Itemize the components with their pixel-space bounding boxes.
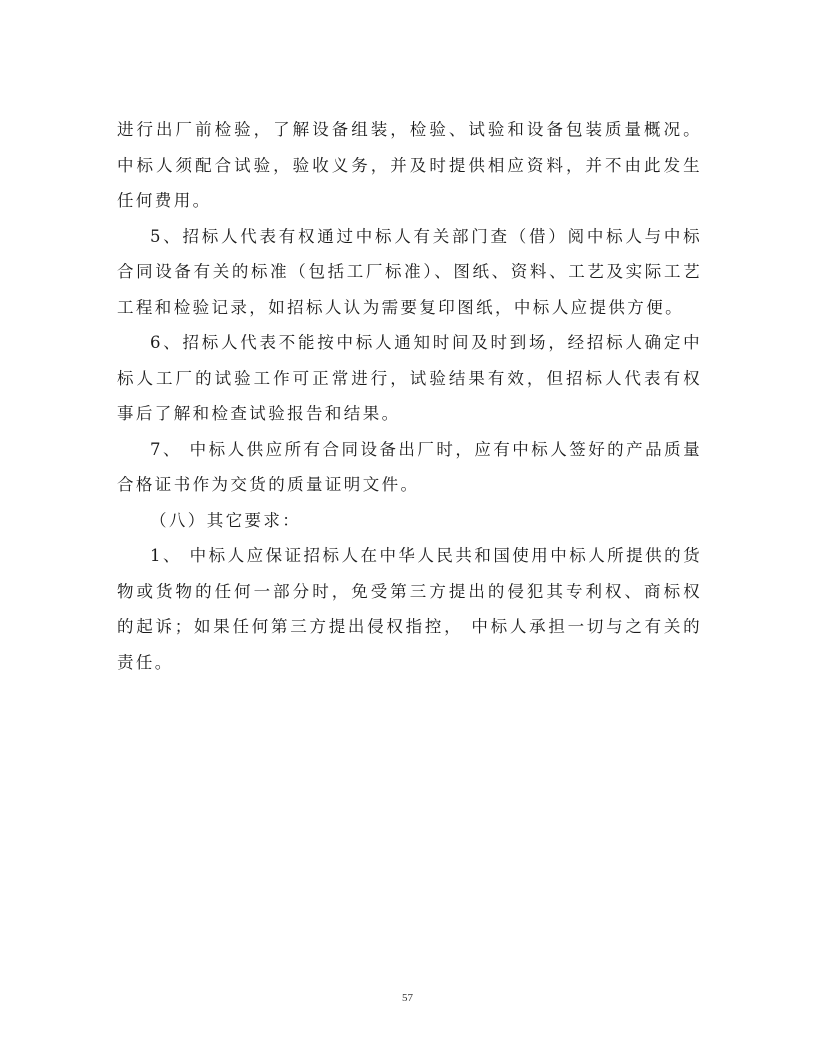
paragraph-item-5: 5、招标人代表有权通过中标人有关部门查（借）阅中标人与中标合同设备有关的标准（包括工厂标准）、图纸、资料、工艺及实际工艺工程和检验记录，如招标人认为需要复印图纸，中标人应提供方便。 (117, 226, 702, 317)
page-number: 57 (402, 992, 413, 1004)
paragraph-item-6: 6、招标人代表不能按中标人通知时间及时到场，经招标人确定中标人工厂的试验工作可正常进行，试验结果有效，但招标人代表有权事后了解和检查试验报告和结果。 (117, 333, 702, 423)
section-heading: （八）其它要求： (150, 510, 302, 530)
paragraph-item-7: 7、 中标人供应所有合同设备出厂时，应有中标人签好的产品质量合格证书作为交货的质量证明文件。 (117, 439, 702, 494)
paragraph-other-requirement-1: 1、 中标人应保证招标人在中华人民共和国使用中标人所提供的货物或货物的任何一部分时，免受第三方提出的侵犯其专利权、商标权的起诉；如果任何第三方提出侵权指控， 中标人承担一切与之有关的责任。 (117, 546, 702, 672)
paragraph-continuation: 进行出厂前检验，了解设备组装，检验、试验和设备包装质量概况。中标人须配合试验，验收义务，并及时提供相应资料，并不由此发生任何费用。 (117, 120, 702, 210)
page-body (117, 112, 702, 680)
